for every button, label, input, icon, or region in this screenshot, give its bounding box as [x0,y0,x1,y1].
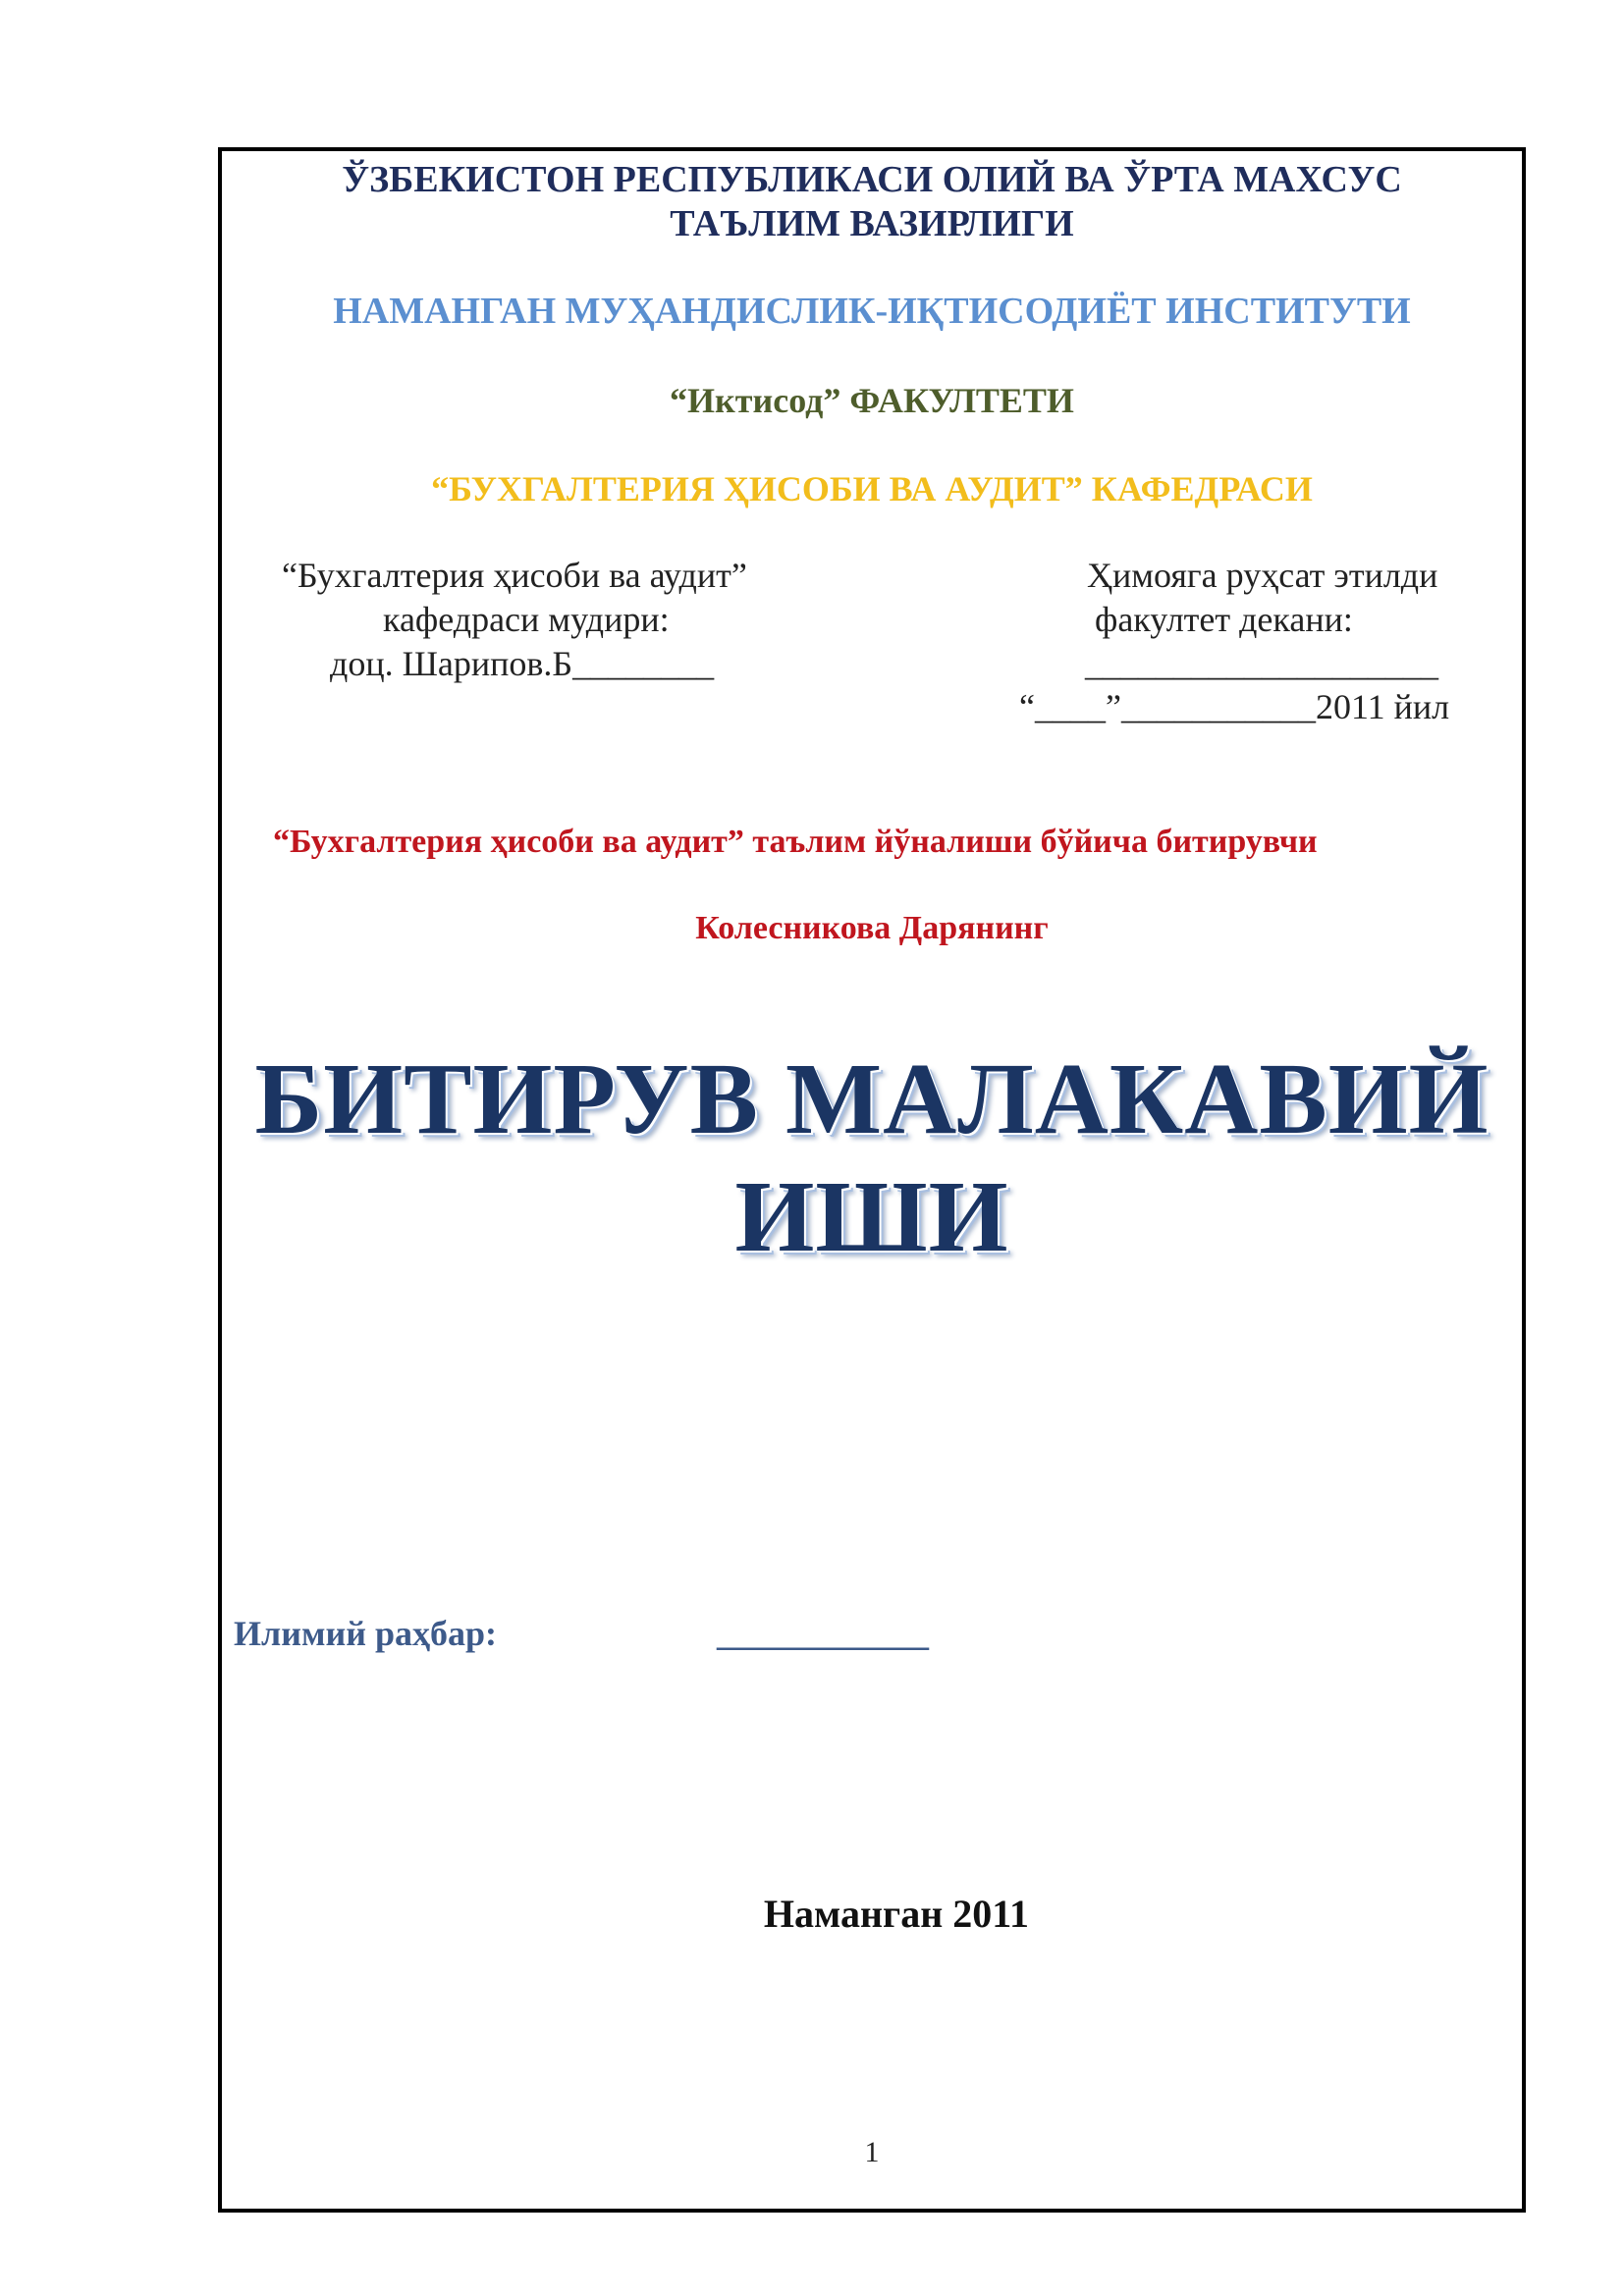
supervisor-label: Илимий раҳбар: [234,1614,497,1653]
head-of-department-line-2: кафедраси мудири: [383,600,670,639]
institute-name: НАМАНГАН МУҲАНДИСЛИК-ИҚТИСОДИЁТ ИНСТИТУТИ [333,291,1411,332]
ministry-line-1: ЎЗБЕКИСТОН РЕСПУБЛИКАСИ ОЛИЙ ВА ЎРТА МАХСУС [342,159,1402,200]
supervisor-signature-blank: ____________ [717,1614,929,1653]
department-name: “БУХГАЛТЕРИЯ ҲИСОБИ ВА АУДИТ” КАФЕДРАСИ [431,469,1313,508]
thesis-title-line-1: БИТИРУВ МАЛАКАВИЙ [254,1042,1489,1155]
city-and-year: Наманган 2011 [763,1892,1030,1936]
defense-approval-line-2: факултет декани: [1095,600,1353,639]
study-direction: “Бухгалтерия ҳисоби ва аудит” таълим йўналиши бўйича битирувчи [273,824,1318,860]
page-number: 1 [864,2136,880,2168]
defense-approval-line-1: Ҳимояга руҳсат этилди [1087,556,1438,595]
dean-signature-blank: ____________________ [1085,644,1438,683]
head-of-department-signature: доц. Шарипов.Б________ [330,644,715,683]
student-name: Колесникова Дарянинг [695,910,1049,946]
ministry-line-2: ТАЪЛИМ ВАЗИРЛИГИ [670,203,1074,244]
faculty-name: “Иктисод” ФАКУЛТЕТИ [670,381,1074,420]
thesis-title-line-2: ИШИ [734,1160,1009,1273]
approval-date-blank: “____”___________2011 йил [1019,687,1450,726]
head-of-department-line-1: “Бухгалтерия ҳисоби ва аудит” [282,556,747,595]
